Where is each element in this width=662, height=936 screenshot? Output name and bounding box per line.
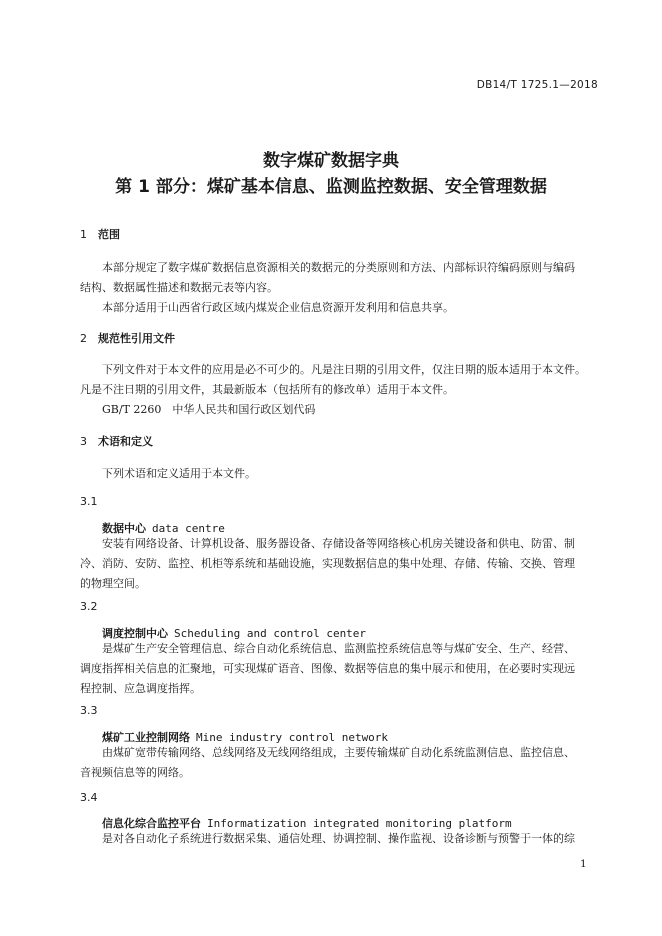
paragraph-line: 由煤矿宽带传输网络、总线网络及无线网络组成，主要传输煤矿自动化系统监测信息、监控信息、 bbox=[102, 746, 575, 759]
paragraph-line: 安装有网络设备、计算机设备、服务器设备、存储设备等网络核心机房关键设备和供电、防雷、制 bbox=[102, 537, 575, 550]
section-heading-3 bbox=[80, 433, 153, 449]
section-number: 1 bbox=[80, 228, 87, 241]
reference-entry: GB/T 2260 中华人民共和国行政区划代码 bbox=[102, 403, 316, 416]
paragraph-line: 是对各自动化子系统进行数据采集、通信处理、协调控制、操作监视、设备诊断与预警于一体的综 bbox=[102, 832, 575, 845]
paragraph-line: 调度指挥相关信息的汇聚地，可实现煤矿语音、图像、数据等信息的集中展示和使用，在必要时实现远 bbox=[80, 662, 575, 675]
paragraph-line: 结构、数据属性描述和数据元表等内容。 bbox=[80, 281, 278, 294]
section-heading-2 bbox=[80, 330, 175, 346]
paragraph-line: 本部分规定了数字煤矿数据信息资源相关的数据元的分类原则和方法、内部标识符编码原则与编码 bbox=[102, 261, 575, 274]
paragraph-line: 下列术语和定义适用于本文件。 bbox=[102, 467, 256, 480]
section-title: 规范性引用文件 bbox=[98, 332, 175, 345]
section-title: 术语和定义 bbox=[98, 435, 153, 448]
paragraph-line: 音视频信息等的网络。 bbox=[80, 766, 190, 779]
term-number: 3.2 bbox=[80, 600, 98, 613]
term-name-en: Scheduling and control center bbox=[174, 627, 367, 640]
section-number: 3 bbox=[80, 435, 87, 448]
terms-intro bbox=[80, 464, 600, 484]
term-name-zh: 信息化综合监控平台 bbox=[102, 817, 201, 830]
term-number: 3.3 bbox=[80, 704, 98, 717]
paragraph-line: 凡是不注日期的引用文件，其最新版本（包括所有的修改单）适用于本文件。 bbox=[80, 383, 454, 396]
document-title: 数字煤矿数据字典 bbox=[263, 151, 399, 171]
references-paragraph bbox=[80, 360, 600, 420]
term-name-zh: 煤矿工业控制网络 bbox=[102, 731, 190, 744]
term-definition bbox=[80, 743, 600, 783]
paragraph-line: 下列文件对于本文件的应用是必不可少的。凡是注日期的引用文件，仅注日期的版本适用于本文件。 bbox=[102, 363, 586, 376]
section-heading-1 bbox=[80, 226, 120, 242]
paragraph-line: 冷、消防、安防、监控、机柜等系统和基础设施，实现数据信息的集中处理、存储、传输、交换、管理 bbox=[80, 557, 575, 570]
term-number: 3.1 bbox=[80, 495, 98, 508]
section-title: 范围 bbox=[98, 228, 120, 241]
term-definition bbox=[80, 639, 600, 699]
page-number: 1 bbox=[580, 858, 587, 870]
term-name-en: Informatization integrated monitoring platform bbox=[207, 817, 512, 830]
term-number: 3.4 bbox=[80, 791, 98, 804]
term-name-zh: 调度控制中心 bbox=[102, 627, 168, 640]
document-subtitle: 第 1 部分：煤矿基本信息、监测监控数据、安全管理数据 bbox=[115, 177, 547, 197]
paragraph-line: 程控制、应急调度指挥。 bbox=[80, 682, 201, 695]
term-name-en: Mine industry control network bbox=[196, 731, 389, 744]
section-number: 2 bbox=[80, 332, 87, 345]
paragraph-line: 的物理空间。 bbox=[80, 577, 146, 590]
document-code: DB14/T 1725.1—2018 bbox=[476, 79, 598, 91]
paragraph-line: 本部分适用于山西省行政区域内煤炭企业信息资源开发利用和信息共享。 bbox=[102, 301, 454, 314]
term-name-en: data centre bbox=[152, 522, 225, 535]
term-name-zh: 数据中心 bbox=[102, 522, 146, 535]
term-definition bbox=[80, 829, 600, 849]
scope-paragraph bbox=[80, 258, 600, 318]
paragraph-line: 是煤矿生产安全管理信息、综合自动化系统信息、监测监控系统信息等与煤矿安全、生产、经营、 bbox=[102, 642, 575, 655]
term-definition bbox=[80, 534, 600, 594]
